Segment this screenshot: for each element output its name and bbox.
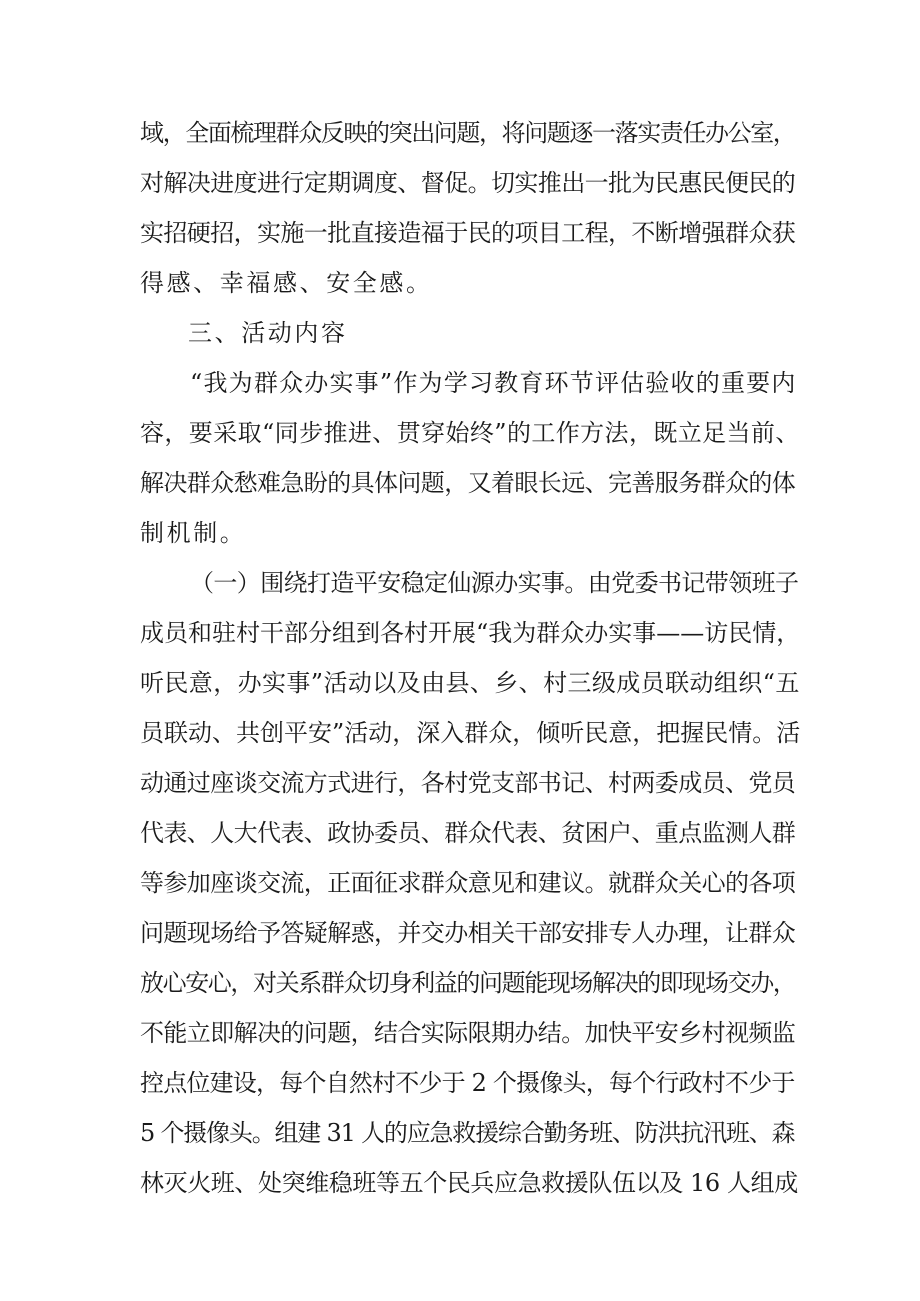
text-line: 对解决进度进行定期调度、督促。切实推出一批为民惠民便民的	[140, 169, 796, 197]
text-line: 听民意，办实事”活动以及由县、乡、村三级成员联动组织“五	[140, 669, 800, 697]
text-line: 控点位建设，每个自然村不少于 2 个摄像头，每个行政村不少于	[140, 1069, 795, 1097]
text-line: 制机制。	[140, 519, 247, 547]
text-line: 放心安心，对关系群众切身利益的问题能现场解决的即现场交办，	[140, 969, 796, 997]
text-line: 动通过座谈交流方式进行，各村党支部书记、村两委成员、党员	[140, 769, 796, 797]
text-line: 林灭火班、处突维稳班等五个民兵应急救援队伍以及 16 人组成	[140, 1169, 798, 1197]
text-line: 不能立即解决的问题，结合实际限期办结。加快平安乡村视频监	[140, 1019, 796, 1047]
text-line: “我为群众办实事”作为学习教育环节评估验收的重要内	[190, 369, 797, 397]
section-heading: 三、活动内容	[188, 319, 348, 347]
text-line: 员联动、共创平安”活动，深入群众，倾听民意，把握民情。活	[140, 719, 801, 747]
text-line: 等参加座谈交流，正面征求群众意见和建议。就群众关心的各项	[140, 869, 796, 897]
text-line: 实招硬招，实施一批直接造福于民的项目工程，不断增强群众获	[140, 219, 796, 247]
text-line: 解决群众愁难急盼的具体问题，又着眼长远、完善服务群众的体	[140, 469, 796, 497]
subsection-line: （一）围绕打造平安稳定仙源办实事。由党委书记带领班子	[190, 569, 799, 597]
text-line: 问题现场给予答疑解惑，并交办相关干部安排专人办理，让群众	[140, 919, 796, 947]
text-line: 5 个摄像头。组建 31 人的应急救援综合勤务班、防洪抗汛班、森	[140, 1119, 795, 1147]
text-line: 容，要采取“同步推进、贯穿始终”的工作方法，既立足当前、	[140, 419, 800, 447]
text-line: 域，全面梳理群众反映的突出问题，将问题逐一落实责任办公室，	[140, 119, 796, 147]
text-line: 代表、人大代表、政协委员、群众代表、贫困户、重点监测人群	[140, 819, 796, 847]
text-line: 成员和驻村干部分组到各村开展“我为群众办实事——访民情，	[140, 619, 801, 647]
text-line: 得感、幸福感、安全感。	[140, 269, 433, 297]
